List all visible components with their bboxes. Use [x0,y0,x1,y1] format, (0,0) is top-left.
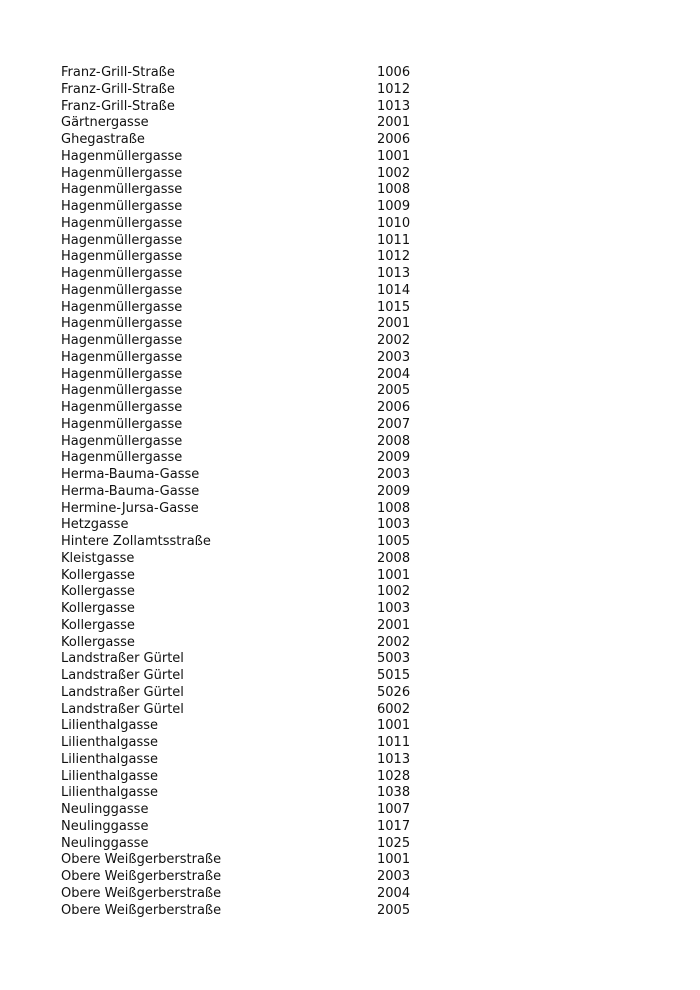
street-name: Herma-Bauma-Gasse [61,467,200,482]
list-row [61,99,441,116]
list-row [61,685,441,702]
list-row [61,383,441,400]
street-name: Herma-Bauma-Gasse [61,483,200,499]
street-code: 1009 [377,199,411,214]
street-name: Hagenmüllergasse [61,299,183,315]
list-row [61,467,441,484]
street-name: Hagenmüllergasse [61,249,183,265]
street-code: 1011 [377,735,411,750]
street-code: 1008 [377,182,411,198]
street-name: Gärtnergasse [61,115,149,131]
list-row [61,819,441,836]
street-name: Hagenmüllergasse [61,400,183,415]
street-name: Hagenmüllergasse [61,316,183,332]
list-row [61,166,441,183]
street-name: Lilienthalgasse [61,768,158,784]
street-name: Landstraßer Gürtel [61,701,184,717]
street-code: 1001 [377,852,411,868]
list-row [61,199,441,216]
list-row [61,417,441,434]
list-row [61,115,441,132]
list-row [61,618,441,635]
list-row [61,350,441,367]
street-code: 2005 [377,383,411,399]
street-name: Hintere Zollamtsstraße [61,534,211,549]
street-code: 2001 [377,316,411,332]
street-name: Obere Weißgerberstraße [61,869,222,884]
list-row [61,651,441,668]
street-name: Kollergasse [61,567,135,583]
street-code: 1017 [377,818,411,834]
list-row [61,568,441,585]
street-name: Ghegastraße [61,132,145,147]
street-code: 2008 [377,433,411,449]
list-row [61,367,441,384]
street-name: Hagenmüllergasse [61,215,183,231]
street-name: Hagenmüllergasse [61,433,183,449]
street-code: 2006 [377,132,411,147]
street-code: 2007 [377,416,411,432]
street-code: 1001 [377,718,411,734]
street-code: 1013 [377,266,411,281]
street-name: Kleistgasse [61,550,135,566]
street-name: Landstraßer Gürtel [61,668,184,683]
list-row [61,400,441,417]
street-code: 1013 [377,751,411,767]
list-row [61,869,441,886]
street-name: Hagenmüllergasse [61,199,183,214]
street-name: Hermine-Jursa-Gasse [61,500,199,516]
street-code: 1002 [377,584,411,600]
street-name: Hagenmüllergasse [61,450,183,466]
street-code: 2003 [377,349,411,365]
list-row [61,132,441,149]
street-code: 1007 [377,802,411,817]
street-code-list [61,65,441,919]
list-row [61,718,441,735]
street-name: Neulinggasse [61,802,149,817]
street-code: 6002 [377,701,411,717]
street-code: 1038 [377,785,411,801]
street-name: Hagenmüllergasse [61,366,183,382]
street-name: Hagenmüllergasse [61,282,183,298]
street-name: Kollergasse [61,617,135,633]
street-name: Hetzgasse [61,517,129,533]
street-name: Landstraßer Gürtel [61,651,184,667]
street-name: Obere Weißgerberstraße [61,902,222,918]
street-name: Hagenmüllergasse [61,232,183,248]
list-row [61,752,441,769]
list-row [61,534,441,551]
street-code: 2003 [377,869,411,884]
list-row [61,233,441,250]
street-code: 2009 [377,450,411,466]
street-code: 5003 [377,651,411,667]
street-code: 2002 [377,333,411,348]
street-code: 1005 [377,534,411,549]
street-name: Hagenmüllergasse [61,349,183,365]
list-row [61,434,441,451]
street-code: 2002 [377,634,411,650]
list-row [61,785,441,802]
street-code: 2001 [377,617,411,633]
list-row [61,635,441,652]
street-code: 5026 [377,684,411,700]
list-row [61,802,441,819]
street-name: Lilienthalgasse [61,785,158,801]
list-row [61,551,441,568]
street-name: Lilienthalgasse [61,735,158,750]
list-row [61,769,441,786]
street-code: 1001 [377,148,411,164]
street-name: Neulinggasse [61,835,149,851]
street-name: Franz-Grill-Straße [61,81,175,97]
street-code: 1008 [377,500,411,516]
list-row [61,584,441,601]
list-row [61,249,441,266]
street-code: 1012 [377,249,411,265]
street-code: 2001 [377,115,411,131]
list-row [61,601,441,618]
street-code: 2004 [377,885,411,901]
list-row [61,501,441,518]
list-row [61,735,441,752]
list-row [61,886,441,903]
street-name: Hagenmüllergasse [61,416,183,432]
street-code: 1002 [377,165,411,181]
street-code: 2004 [377,366,411,382]
street-code: 2008 [377,550,411,566]
list-row [61,517,441,534]
street-code: 2003 [377,467,411,482]
list-row [61,450,441,467]
street-name: Hagenmüllergasse [61,383,183,399]
list-row [61,668,441,685]
list-row [61,300,441,317]
street-name: Lilienthalgasse [61,751,158,767]
street-name: Franz-Grill-Straße [61,65,175,80]
list-row [61,82,441,99]
street-code: 1015 [377,299,411,315]
street-code: 5015 [377,668,411,683]
street-name: Hagenmüllergasse [61,333,183,348]
street-name: Obere Weißgerberstraße [61,885,222,901]
street-name: Landstraßer Gürtel [61,684,184,700]
list-row [61,216,441,233]
street-code: 1003 [377,517,411,533]
list-row [61,836,441,853]
list-row [61,182,441,199]
street-code: 1003 [377,601,411,616]
street-code: 1011 [377,232,411,248]
list-row [61,903,441,920]
street-name: Lilienthalgasse [61,718,158,734]
street-code: 1013 [377,98,411,114]
street-code: 2009 [377,483,411,499]
list-row [61,65,441,82]
list-row [61,333,441,350]
list-row [61,149,441,166]
street-code: 2006 [377,400,411,415]
street-name: Hagenmüllergasse [61,266,183,281]
list-row [61,852,441,869]
street-name: Hagenmüllergasse [61,165,183,181]
street-code: 1025 [377,835,411,851]
street-name: Kollergasse [61,634,135,650]
list-row [61,316,441,333]
list-row [61,702,441,719]
street-code: 1001 [377,567,411,583]
street-name: Obere Weißgerberstraße [61,852,222,868]
street-name: Franz-Grill-Straße [61,98,175,114]
list-row [61,283,441,300]
list-row [61,266,441,283]
street-code: 1028 [377,768,411,784]
street-name: Kollergasse [61,601,135,616]
street-code: 2005 [377,902,411,918]
street-name: Hagenmüllergasse [61,148,183,164]
street-name: Kollergasse [61,584,135,600]
street-code: 1012 [377,81,411,97]
list-row [61,484,441,501]
street-name: Hagenmüllergasse [61,182,183,198]
street-code: 1014 [377,282,411,298]
street-code: 1010 [377,215,411,231]
street-name: Neulinggasse [61,818,149,834]
street-code: 1006 [377,65,411,80]
